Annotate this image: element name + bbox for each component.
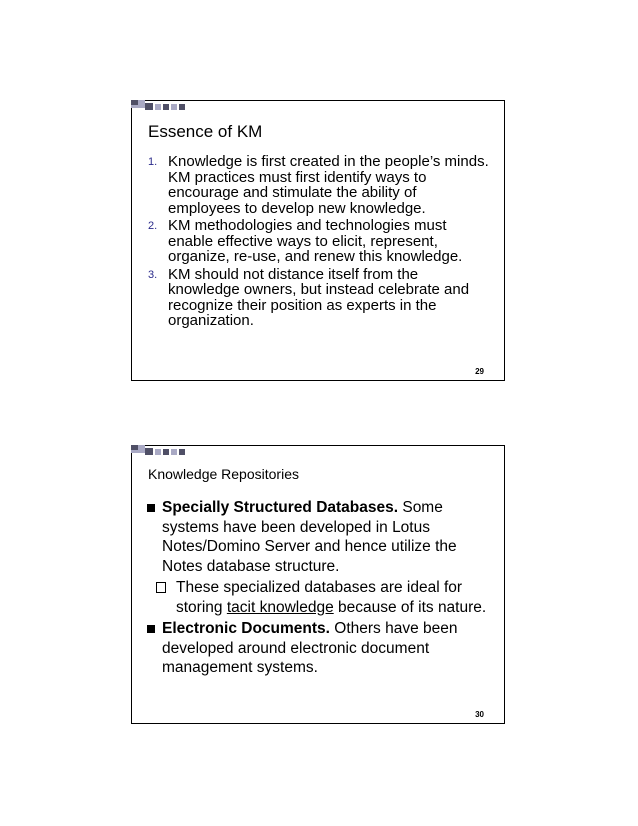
underlined-term: tacit knowledge [226,598,334,616]
numbered-list [148,154,493,331]
slide-29 [131,100,505,381]
list-item [146,498,496,576]
slide-title: Knowledge Repositories [148,466,299,482]
bullet-list [146,498,496,680]
list-item-text: Knowledge is first created in the people’s minds. KM practices must first identify ways to encourage and stimulate the ability of employees to develop new knowledge. [168,153,489,217]
slide-30 [131,445,505,724]
list-item-text: KM should not distance itself from the knowledge owners, but instead celebrate and recognize their position as experts in the organization. [168,265,470,329]
bullet-text: Some systems have been developed in Lotus Notes/Domino Server and hence utilize the Notes database structure. [162,499,457,575]
list-item [148,154,493,216]
page-number: 30 [475,710,484,719]
slide-corner-decoration [131,445,191,457]
hollow-square-bullet-icon [156,582,166,593]
sub-list-item [146,578,496,617]
list-item [146,619,496,678]
list-item [148,267,493,329]
list-number: 1. [148,156,158,168]
list-item [148,218,493,265]
bullet-heading: Specially Structured Databases. [162,499,399,516]
page-number: 29 [475,367,484,376]
slide-corner-decoration [131,100,191,112]
square-bullet-icon [147,504,155,512]
list-item-text: KM methodologies and technologies must enable effective ways to elicit, represent, organize, re-use, and renew this knowledge. [168,217,463,265]
sub-text-before: These specialized databases are ideal for storing [176,579,463,616]
list-number: 2. [148,220,158,232]
square-bullet-icon [147,625,155,633]
sub-text-after: because of its nature. [333,598,487,616]
list-number: 3. [148,268,158,281]
bullet-text: Others have been developed around electronic document management systems. [162,620,458,676]
slide-title: Essence of KM [148,122,263,141]
bullet-heading: Electronic Documents. [162,620,330,637]
